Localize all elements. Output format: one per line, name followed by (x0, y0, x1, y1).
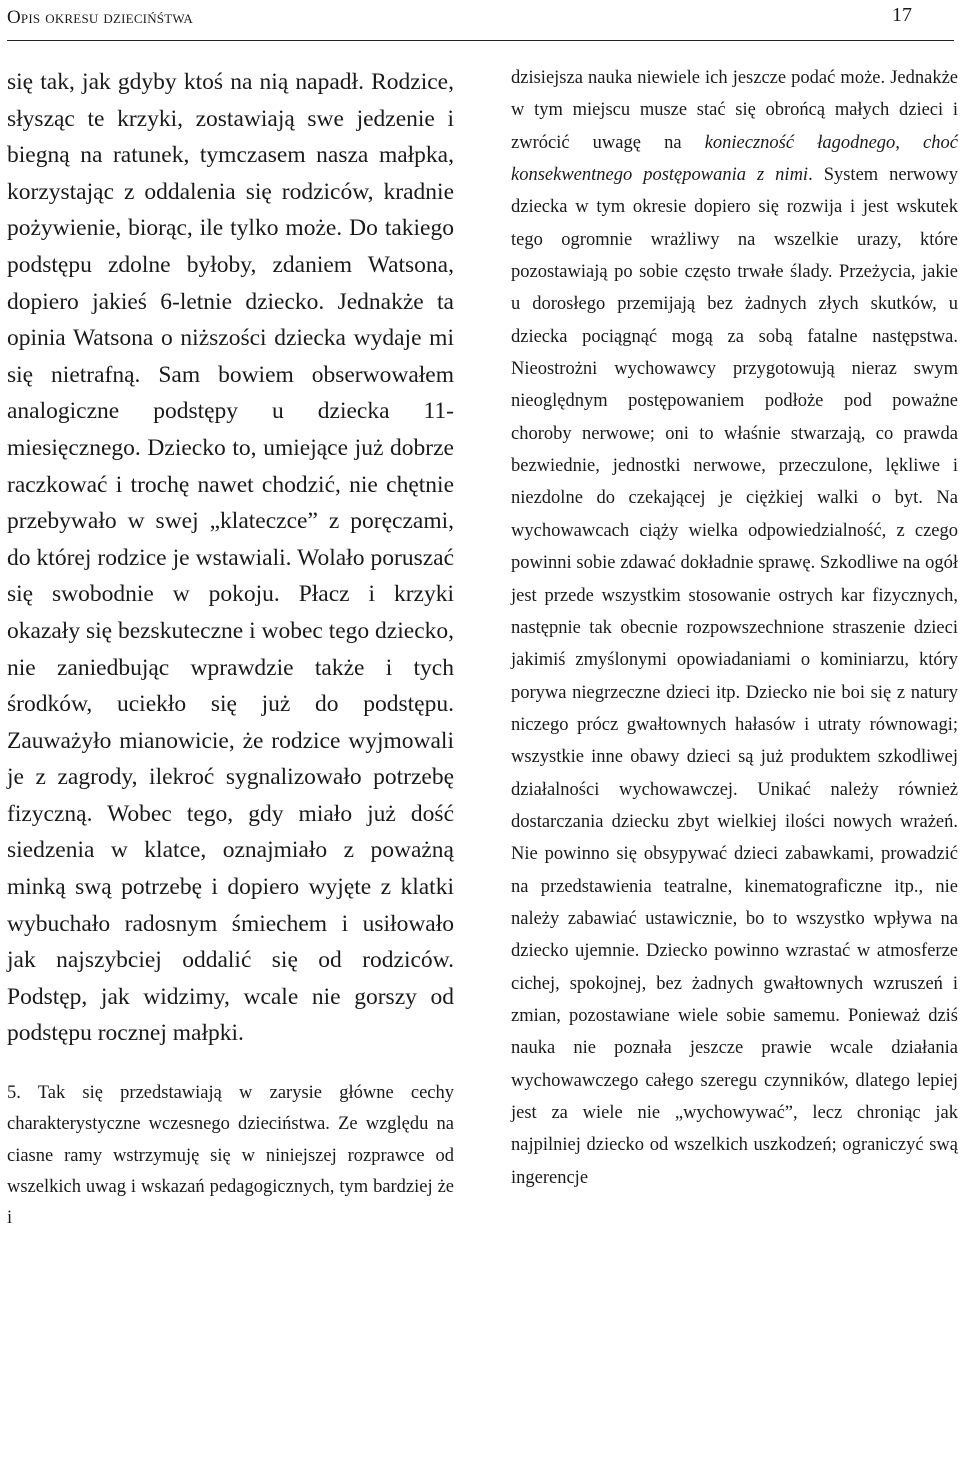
page-number: 17 (892, 4, 912, 26)
right-column (511, 62, 958, 1194)
running-title: Opis okresu dziecińśtwa (7, 7, 193, 28)
section-5-paragraph: 5. Tak się przedstawiają w zarysie główne cechy charakterystyczne wczesnego dzieciństwa. Ze względu na ciasne ramy wstrzymuję się w niniejszej rozprawce od wszelkich uwag i wskazań pedagogicznych, tym bardziej że i (7, 1083, 454, 1229)
emphasized-phrase: konieczność łagodnego, choć konsekwentnego postępowania z nimi (511, 132, 958, 186)
right-body-paragraph (511, 62, 958, 1194)
left-body-paragraph: się tak, jak gdyby ktoś na nią napadł. Rodzice, słysząc te krzyki, zostawiają swe jedzenie i biegną na ratunek, tymczasem nasza małpka, korzystając z oddalenia się rodziców, kradnie pożywienie, biorąc, ile tylko może. Do takiego podstępu zdolne byłoby, zdaniem Watsona, dopiero jakieś 6-letnie dziecko. Jednakże ta opinia Watsona o niższości dziecka wydaje mi się nietrafną. Sam bowiem obserwowałem analogiczne podstępy u dziecka 11-miesięcznego. Dziecko to, umiejące już dobrze raczkować i trochę nawet chodzić, nie chętnie przebywało w swej „klateczce” z poręczami, do której rodzice je wstawiali. Wolało poruszać się swobodnie w pokoju. Płacz i krzyki okazały się bezskuteczne i wobec tego dziecko, nie zaniedbując wprawdzie także i tych środków, uciekło się już do podstępu. Zauważyło mianowicie, że rodzice wyjmowali je z zagrody, ilekroć sygnalizowało potrzebę fizyczną. Wobec tego, gdy miało już dość siedzenia w klatce, oznajmiało z poważną minką swą potrzebę i dopiero wyjęte z klatki wybuchało radosnym śmiechem i usiłowało jak najszybciej oddalić się od rodziców. Podstęp, jak widzimy, wcale nie gorszy od podstępu rocznej małpki. (7, 69, 454, 1047)
left-column (7, 64, 454, 1235)
page-header (7, 0, 954, 41)
right-text-start: dzisiejsza nauka niewiele ich jeszcze podać może. Jednakże w tym miejscu musze stać się obrońcą małych dzieci i zwrócić uwagę na (511, 68, 958, 153)
right-text-continuation: . System nerwowy dziecka w tym okresie dopiero się rozwija i jest wskutek tego ogromnie wrażliwy na wszelkie urazy, które pozostawiają po sobie często trwałe ślady. Przeżycia, jakie u dorosłego przemijają bez żadnych złych skutków, u dziecka pociągnąć mogą za sobą fatalne następstwa. Nieostrożni wychowawcy przygotowują nieraz swym nieoględnym postępowaniem podłoże pod poważne choroby nerwowe; oni to właśnie stwarzają, co prawda bezwiednie, jednostki nerwowe, przeczulone, lękliwe i niezdolne do czekającej je ciężkiej walki o byt. Na wychowawcach ciąży wielka odpowiedzialność, z czego powinni sobie zdawać dokładnie sprawę. Szkodliwe na ogół jest przede wszystkim stosowanie ostrych kar fizycznych, następnie tak obecnie rozpowszechnione straszenie dzieci jakimiś zmyślonymi opowiadaniami o kominiarzu, który porywa niegrzeczne dzieci itp. Dziecko nie boi się z natury niczego prócz gwałtownych hałasów i utraty równowagi; wszystkie inne obawy dzieci są już produktem szkodliwej działalności wychowawczej. Unikać należy również dostarczania dziecku zbyt wielkiej ilości nowych wrażeń. Nie powinno się obsypywać dzieci zabawkami, prowadzić na przedstawienia teatralne, kinematograficzne itp., nie należy zabawiać ustawicznie, bo to wszystko wpływa na dziecko ujemnie. Dziecko powinno wzrastać w atmosferze cichej, spokojnej, bez żadnych gwałtownych wzruszeń i zmian, pozostawiane wiele sobie samemu. Ponieważ dziś nauka nie poznała jeszcze prawie wcale działania wychowawczego całego szeregu czynników, dlatego lepiej jest za wiele nie „wychowywać”, lecz chroniąc jak najpilniej dziecko od wszelkich uszkodzeń; ograniczyć swą ingerencje (511, 165, 958, 1188)
